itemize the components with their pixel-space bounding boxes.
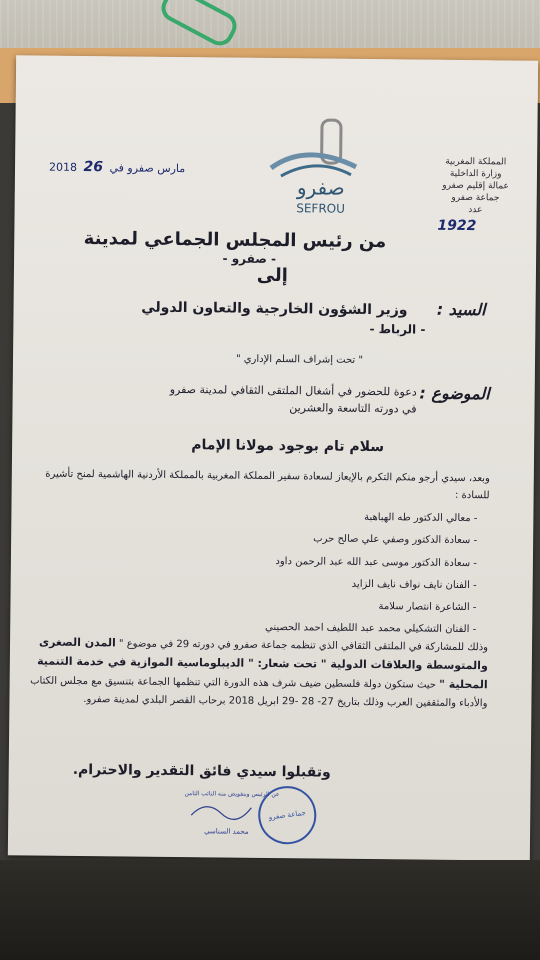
addressee-minister: وزير الشؤون الخارجية والتعاون الدولي <box>141 299 408 319</box>
date-month: مارس <box>157 161 186 176</box>
date-year: 2018 <box>48 160 78 174</box>
body-details-highlight: المدن الصغرى والمتوسطة والعلاقات الدولية " تحت شعار: " الديبلوماسية الموازية في خدمة التنمية المحلية " <box>37 635 488 692</box>
body-details-part2: حيث ستكون دولة فلسطين ضيف شرف هذه الدورة التي تنظمها الجماعة بتنسيق مع مجلس الكتاب والأدباء والمثقفين العرب وذلك بتاريخ 27- 28 -29 ابريل 2018 برحاب القصر البلدي لمدينة صفرو. <box>30 675 488 710</box>
date-prefix: صفرو في <box>109 161 154 175</box>
invitee-list <box>265 506 478 642</box>
logo-arabic: صفرو <box>296 175 345 200</box>
body-intro: وبعد، سيدي أرجو منكم التكرم بالإيعاز لسعادة سفير المملكة المغربية بالمملكة الأردنية الهاشمية لمنح تأشيرة للسادة : <box>45 468 490 502</box>
logo-latin: SEFROU <box>296 201 346 216</box>
date-day: 26 <box>83 159 104 176</box>
reference-number: 1922 <box>437 217 477 235</box>
patronage-line: " تحت إشراف السلم الإداري " <box>235 353 364 366</box>
subject-text <box>169 381 416 418</box>
letter-to: إلى <box>256 264 289 287</box>
table-shadow <box>0 860 540 960</box>
signatory-title: عن الرئيس وبتفويض منه النائب الثامن <box>184 790 280 799</box>
letter-from: من رئيس المجلس الجماعي لمدينة <box>83 228 387 253</box>
invitee-item: - الفنان نايف نواف نايف الزايد <box>265 573 476 598</box>
letter-paper <box>8 55 538 860</box>
addressee-city: - الرباط - <box>369 322 426 337</box>
ministry-header <box>442 156 509 217</box>
subject-line: دعوة للحضور في أشغال الملتقى الثقافي لمدينة صفرو <box>169 382 417 399</box>
ref-label: عدد <box>468 205 483 216</box>
subject-line: في دورته التاسعة والعشرين <box>289 401 417 416</box>
letter-date <box>49 159 185 176</box>
ministry-line: عمالة إقليم صفرو <box>442 180 509 192</box>
signatory-name: محمد السناسي <box>204 827 249 836</box>
sefrou-logo <box>261 148 382 219</box>
ministry-line: المملكة المغربية <box>445 156 507 168</box>
closing-line: وتقبلوا سيدي فائق التقدير والاحترام. <box>72 761 331 781</box>
subject-label: الموضوع : <box>419 383 490 404</box>
invitee-item: - الشاعرة انتصار سلامة <box>265 595 476 620</box>
ministry-line: جماعة صفرو <box>451 192 500 204</box>
invitee-item: - سعادة الدكتور موسى عبد الله عبد الرحمن داود <box>266 551 477 576</box>
greeting: سلام تام بوجود مولانا الإمام <box>191 437 385 456</box>
letter-from-city: - صفرو - <box>222 251 277 267</box>
body-details <box>21 633 488 713</box>
ministry-line: وزارة الداخلية <box>449 168 502 180</box>
invitee-item: - الفنان التشكيلي محمد عبد اللطيف احمد الحصيني <box>265 617 476 642</box>
addressee-title: السيد : <box>436 299 486 320</box>
invitee-item: - سعادة الدكتور وصفي علي صالح حرب <box>266 528 477 553</box>
invitee-item: - معالي الدكتور طه الهباهبة <box>266 506 477 531</box>
body-details-part1: وذلك للمشاركة في الملتقى الثقافي الذي تنظمه جماعة صفرو في دورته 29 في موضوع " <box>118 638 489 654</box>
stamp-text: جماعة صفرو <box>268 808 307 822</box>
